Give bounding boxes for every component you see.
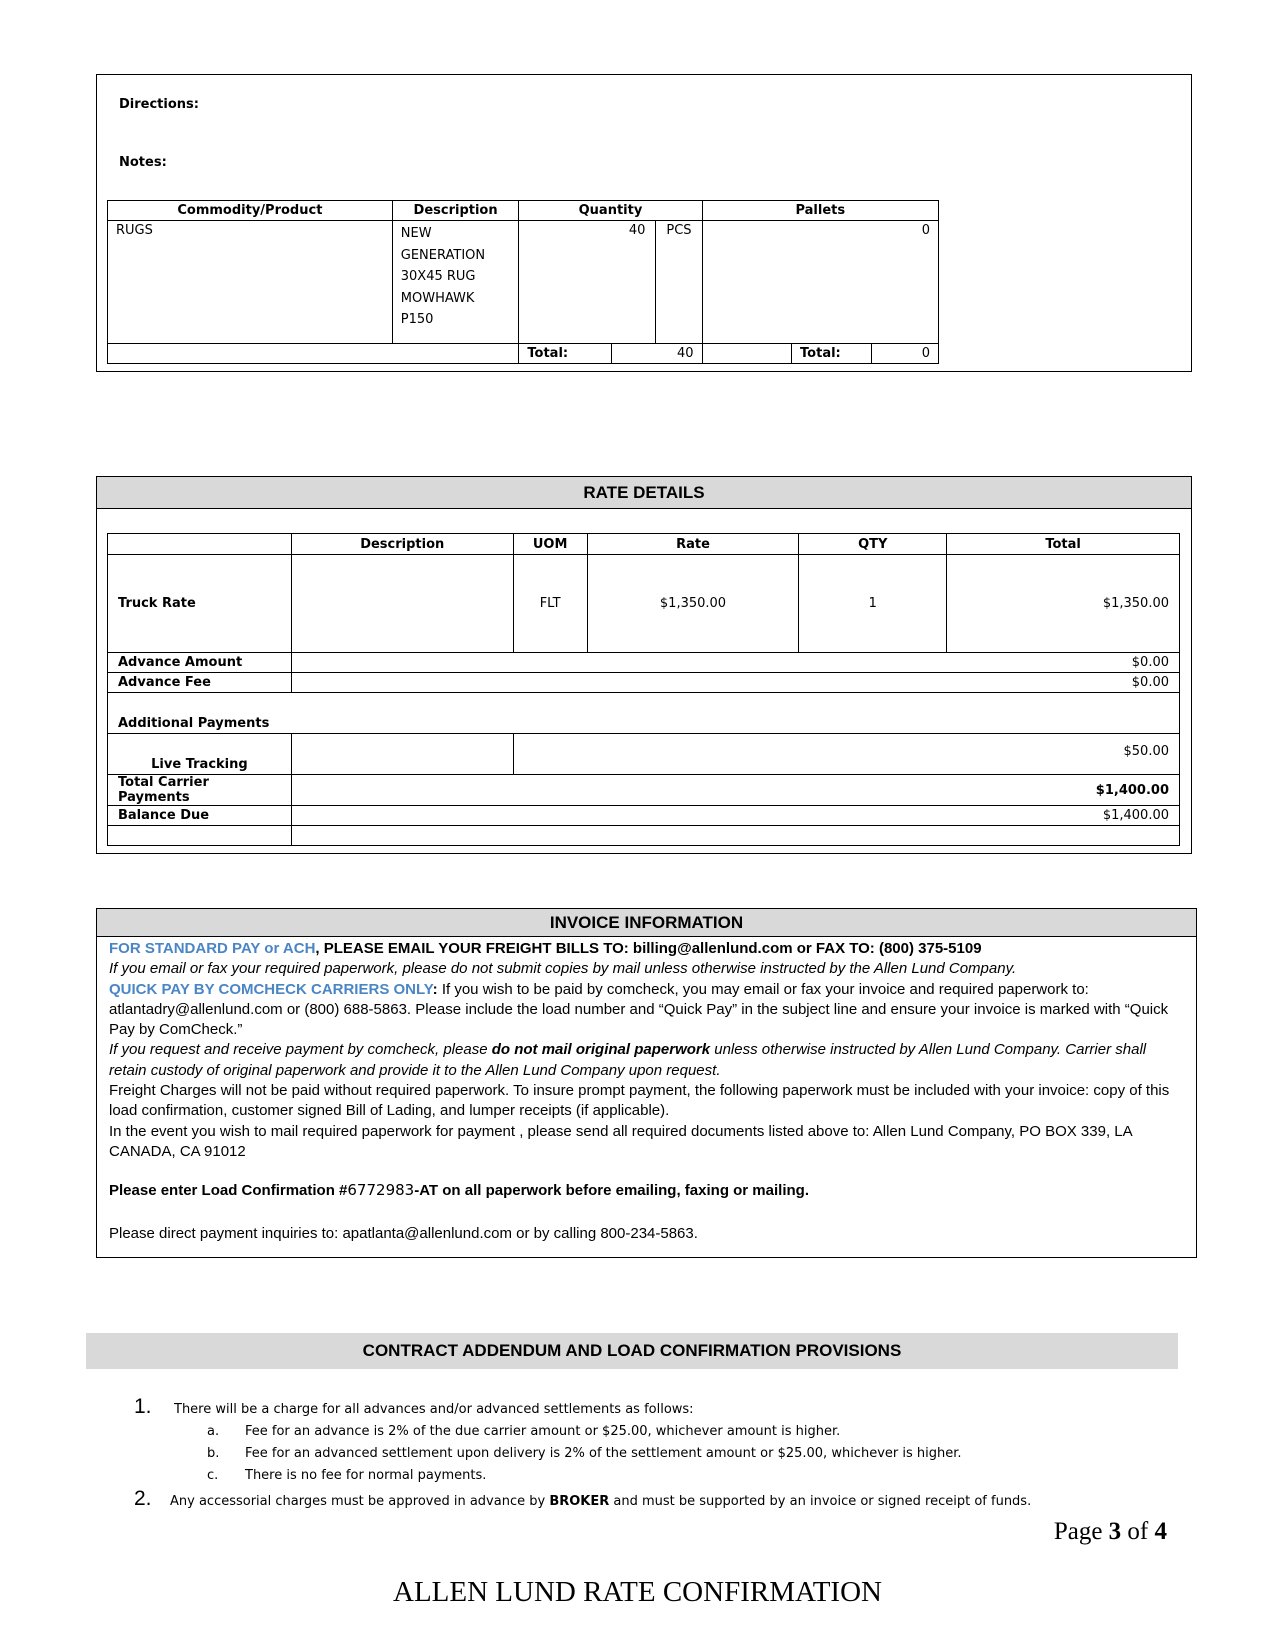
pallets-header: Pallets bbox=[702, 201, 938, 221]
sub-a-text: Fee for an advance is 2% of the due carrier amount or $25.00, whichever amount is higher. bbox=[245, 1424, 841, 1439]
additional-payments-row bbox=[108, 693, 1180, 734]
quick-pay-highlight: QUICK PAY BY COMCHECK CARRIERS ONLY bbox=[109, 980, 433, 998]
live-tracking-label: Live Tracking bbox=[108, 734, 292, 775]
total-carrier-label: Total Carrier Payments bbox=[108, 775, 292, 806]
advance-fee-label: Advance Fee bbox=[108, 673, 292, 693]
commodity-cell: RUGS bbox=[108, 221, 393, 344]
invoice-standard-pay: FOR STANDARD PAY or ACH, PLEASE EMAIL YOUR FREIGHT BILLS TO: billing@allenlund.com or FAX TO: (800) 375-5109 bbox=[109, 940, 982, 957]
pallets-total-value: 0 bbox=[872, 344, 939, 364]
invoice-mail-address: In the event you wish to mail required paperwork for payment , please send all required documents listed above to: Allen Lund Company, PO BOX 339, LA CANADA, CA 91012 bbox=[109, 1122, 1132, 1160]
pallets-cell: 0 bbox=[702, 221, 938, 344]
quantity-unit: PCS bbox=[666, 223, 692, 238]
sub-c-text: There is no fee for normal payments. bbox=[245, 1468, 487, 1483]
invoice-quick-pay: QUICK PAY BY COMCHECK CARRIERS ONLY: If you wish to be paid by comcheck, you may email or fax your invoice and required paperwork to: atlantadry@allenlund.com or (800) 688-5863. Please include the load number and “Quick Pay” in the subject line and ensure your invoice is marked with “Quick Pay by ComCheck.” bbox=[109, 980, 1169, 1039]
sub-b-letter: b. bbox=[207, 1446, 220, 1461]
truck-qty: 1 bbox=[799, 555, 947, 653]
standard-pay-highlight: FOR STANDARD PAY or ACH bbox=[109, 940, 316, 957]
description-cell bbox=[392, 221, 519, 344]
advance-amount-row bbox=[108, 653, 1180, 673]
truck-rate-row bbox=[108, 555, 1180, 653]
advance-amount-value: $0.00 bbox=[291, 653, 1179, 673]
page-number: Page 3 of 4 bbox=[1053, 1518, 1167, 1545]
live-tracking-row bbox=[108, 734, 1180, 775]
advance-fee-row bbox=[108, 673, 1180, 693]
invoice-section bbox=[96, 908, 1197, 1258]
total-carrier-value: $1,400.00 bbox=[291, 775, 1179, 806]
shipment-section bbox=[96, 74, 1192, 372]
commodity-table bbox=[107, 200, 939, 364]
rate-details-title: RATE DETAILS bbox=[97, 477, 1191, 509]
quantity-cell bbox=[519, 221, 702, 344]
total-header: Total bbox=[947, 534, 1180, 555]
invoice-title: INVOICE INFORMATION bbox=[97, 909, 1196, 937]
sub-c-letter: c. bbox=[207, 1468, 219, 1483]
pallets-total-label: Total: bbox=[792, 344, 872, 364]
description-line: NEW bbox=[400, 226, 432, 241]
advance-fee-value: $0.00 bbox=[291, 673, 1179, 693]
empty-row bbox=[108, 826, 1180, 846]
commodity-header: Commodity/Product bbox=[108, 201, 393, 221]
sub-b-text: Fee for an advanced settlement upon delivery is 2% of the settlement amount or $25.00, whichever is higher. bbox=[245, 1446, 962, 1461]
truck-total: $1,350.00 bbox=[947, 555, 1180, 653]
document-title: ALLEN LUND RATE CONFIRMATION bbox=[393, 1576, 882, 1608]
item-1-number: 1. bbox=[134, 1395, 152, 1418]
total-carrier-row bbox=[108, 775, 1180, 806]
uom-header: UOM bbox=[513, 534, 587, 555]
additional-payments-label: Additional Payments bbox=[108, 693, 1180, 734]
invoice-no-mail-note: If you email or fax your required paperwork, please do not submit copies by mail unless otherwise instructed by the Allen Lund Company. bbox=[109, 960, 1017, 978]
description-line: MOWHAWK bbox=[400, 290, 475, 306]
rate-table bbox=[107, 533, 1180, 846]
description-line: P150 bbox=[400, 312, 434, 327]
item-2-number: 2. bbox=[134, 1487, 152, 1510]
truck-uom: FLT bbox=[513, 555, 587, 653]
quantity-header: Quantity bbox=[519, 201, 702, 221]
sub-a-letter: a. bbox=[207, 1424, 220, 1439]
invoice-freight-charges: Freight Charges will not be paid without required paperwork. To insure prompt payment, the following paperwork must be included with your invoice: copy of this load confirmation, customer signed Bill of Lading, and lumper receipts (if applicable). bbox=[109, 1082, 1170, 1120]
balance-due-value: $1,400.00 bbox=[291, 806, 1179, 826]
balance-due-row bbox=[108, 806, 1180, 826]
directions-label: Directions: bbox=[119, 97, 199, 112]
quantity-value: 40 bbox=[519, 221, 656, 343]
addendum-title: CONTRACT ADDENDUM AND LOAD CONFIRMATION PROVISIONS bbox=[86, 1333, 1178, 1369]
quantity-total-label: Total: bbox=[519, 344, 611, 364]
invoice-comcheck-note: If you request and receive payment by comcheck, please do not mail original paperwork unless otherwise instructed by Allen Lund Company. Carrier shall retain custody of original paperwork and provide it to the Allen Lund Company upon request. bbox=[109, 1041, 1147, 1079]
description-header: Description bbox=[392, 201, 519, 221]
rate-description-header: Description bbox=[291, 534, 513, 555]
invoice-load-confirmation: Please enter Load Confirmation #6772983-AT on all paperwork before emailing, faxing or mailing. bbox=[109, 1181, 809, 1200]
invoice-payment-inquiries: Please direct payment inquiries to: apatlanta@allenlund.com or by calling 800-234-5863. bbox=[109, 1224, 698, 1242]
description-line: 30X45 RUG bbox=[400, 269, 476, 284]
table-row bbox=[108, 221, 939, 344]
item-2-text: Any accessorial charges must be approved in advance by BROKER and must be supported by an invoice or signed receipt of funds. bbox=[170, 1494, 1032, 1509]
advance-amount-label: Advance Amount bbox=[108, 653, 292, 673]
quantity-total-value: 40 bbox=[611, 344, 702, 364]
load-number: 6772983 bbox=[347, 1181, 415, 1200]
live-tracking-value: $50.00 bbox=[513, 734, 1179, 775]
truck-rate-label: Truck Rate bbox=[108, 555, 292, 653]
description-line: GENERATION bbox=[400, 247, 486, 263]
totals-row bbox=[108, 344, 939, 364]
rate-header: Rate bbox=[587, 534, 799, 555]
item-1-text: There will be a charge for all advances and/or advanced settlements as follows: bbox=[174, 1402, 694, 1417]
notes-label: Notes: bbox=[119, 155, 167, 170]
balance-due-label: Balance Due bbox=[108, 806, 292, 826]
truck-rate: $1,350.00 bbox=[587, 555, 799, 653]
rate-details-section bbox=[96, 476, 1192, 854]
qty-header: QTY bbox=[799, 534, 947, 555]
